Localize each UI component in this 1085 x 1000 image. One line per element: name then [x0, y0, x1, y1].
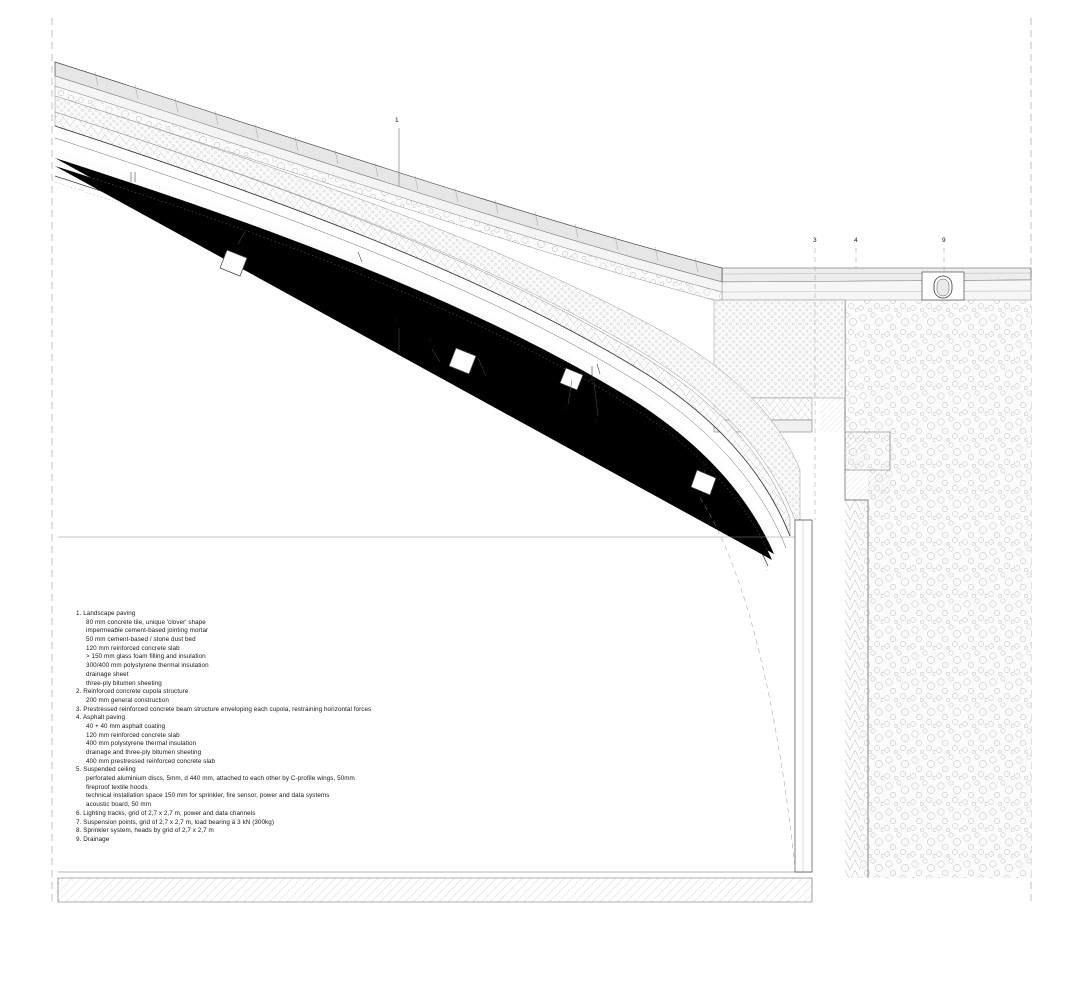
legend-label-3: Prestressed reinforced concrete beam structure enveloping each cupola, restraining horizontal forces	[83, 705, 372, 713]
legend-subline: 120 mm reinforced concrete slab	[86, 644, 180, 652]
legend-number-7: 7.	[76, 818, 82, 826]
legend-number-9: 9.	[76, 835, 82, 843]
legend-number-8: 8.	[76, 827, 82, 835]
legend-subline: drainage and three-ply bitumen sheeting	[86, 749, 202, 756]
legend-subline: technical installation space 150 mm for sprinkler, fire sensor, power and data systems	[86, 792, 330, 800]
legend-subline: perforated aluminium discs, 5mm, d 440 mm, attached to each other by C-profile wings, 50mm	[86, 775, 355, 783]
legend-label-2: Reinforced concrete cupola structure	[83, 688, 189, 696]
legend-subline: drainage sheet	[86, 670, 129, 678]
legend-subline: fireproof textile hoods	[86, 783, 148, 791]
legend-number-5: 5.	[76, 766, 82, 774]
earth-mass	[820, 280, 1031, 878]
legend-number-4: 4.	[76, 714, 82, 722]
legend-number-1: 1.	[76, 610, 82, 617]
callout-2: 2	[394, 317, 398, 324]
legend-subline: 400 mm polystyrene thermal insulation	[86, 740, 197, 748]
legend-item-2	[76, 688, 546, 697]
legend-subline: 50 mm cement-based / stone dust bed	[86, 636, 196, 644]
legend-subline: 40 + 40 mm asphalt coating	[86, 722, 166, 730]
legend-item-6	[76, 810, 546, 819]
legend-list	[76, 610, 546, 845]
legend-item-4	[76, 714, 546, 723]
legend-number-3: 3.	[76, 705, 82, 713]
legend-label-6: Lighting tracks, grid of 2,7 x 2,7 m, power and data channels	[83, 809, 256, 817]
legend-label-1: Landscape paving	[83, 610, 136, 617]
callout-5: 5	[428, 338, 432, 345]
callout-8: 8	[594, 418, 598, 425]
callout-4: 4	[854, 237, 858, 244]
legend-subline: 120 mm reinforced concrete slab	[86, 731, 180, 739]
callout-6: 6	[482, 365, 486, 372]
legend-subline: three-ply bitumen sheeting	[86, 679, 162, 687]
legend-subline: impermeable cement-based jointing mortar	[86, 627, 209, 635]
legend-subline: > 150 mm glass foam filling and insulation	[86, 653, 206, 661]
legend-subline: 300/400 mm polystyrene thermal insulation	[86, 662, 209, 670]
legend-item-5	[76, 766, 546, 775]
legend-item-1	[76, 610, 546, 619]
legend-subline: acoustic board, 50 mm	[86, 801, 152, 809]
callout-7: 7	[564, 406, 568, 413]
legend-item-9	[76, 836, 546, 845]
legend-number-6: 6.	[76, 809, 82, 817]
legend-label-7: Suspension points, grid of 2,7 x 2,7 m, load bearing ä 3 kN (300kg)	[83, 818, 274, 826]
legend-label-4: Asphalt paving	[82, 714, 126, 722]
legend-item-3	[76, 706, 546, 715]
callout-1: 1	[395, 117, 399, 124]
legend-item-7	[76, 819, 546, 828]
legend-label-8: Sprinkler system, heads by grid of 2,7 x 2,7 m	[83, 827, 214, 835]
legend-number-2: 2.	[76, 688, 82, 696]
legend-item-8	[76, 827, 546, 836]
callout-3: 3	[813, 237, 817, 244]
legend-label-9: Drainage	[83, 835, 110, 843]
legend-subline: 400 mm prestressed reinforced concrete slab	[86, 757, 216, 765]
callout-9: 9	[942, 237, 946, 244]
legend-label-5: Suspended ceiling	[83, 766, 136, 774]
drainage-channel	[922, 272, 964, 300]
legend-subline: 80 mm concrete tile, unique 'clover' shape	[86, 618, 206, 626]
legend-subline: 200 mm general construction	[86, 696, 169, 704]
